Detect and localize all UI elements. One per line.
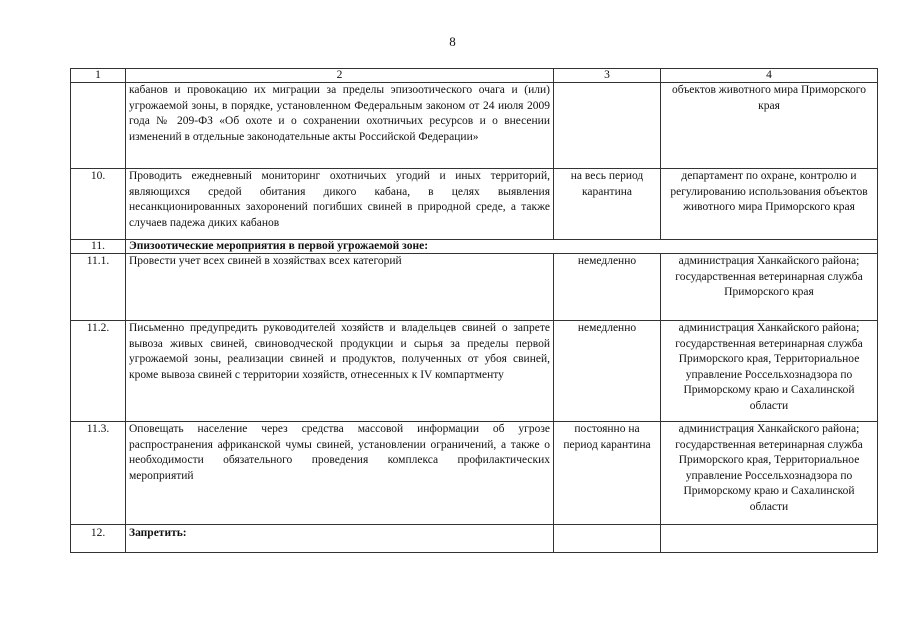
page-number: 8 [449,34,456,49]
row-number: 11.3. [71,422,126,525]
row-action: Запретить: [126,525,554,553]
row-responsible: департамент по охране, контролю и регулированию использования объектов животного мира Приморского края [661,169,878,240]
row-term: немедленно [554,254,661,321]
table-row [71,83,878,169]
row-number: 10. [71,169,126,240]
header-col-3: 3 [554,69,661,83]
row-responsible: администрация Ханкайского района; государственная ветеринарная служба Приморского края, Территориальное управление Россельхознадзора по Приморскому краю и Сахалинской области [661,422,878,525]
row-responsible: администрация Ханкайского района; государственная ветеринарная служба Приморского края [661,254,878,321]
section-title: Эпизоотические мероприятия в первой угрожаемой зоне: [126,240,878,254]
row-action: Письменно предупредить руководителей хозяйств и владельцев свиней о запрете вывоза живых свиней, свиноводческой продукции и сырья за пределы первой угрожаемой зоны, реализации свиней и продуктов, полученных от убоя свиней, кроме вывоза свиней с территории хозяйств, отнесенных к IV компартменту [126,321,554,422]
section-row [71,240,878,254]
row-term: немедленно [554,321,661,422]
row-action: кабанов и провокацию их миграции за пределы эпизоотического очага и (или) угрожаемой зоны, в порядке, установленном Федеральным законом от 24 июля 2009 года № 209-ФЗ «Об охоте и о сохранении охотничьих ресурсов и о внесении изменений в отдельные законодательные акты Российской Федерации» [126,83,554,169]
row-term: на весь период карантина [554,169,661,240]
row-number: 11.1. [71,254,126,321]
row-responsible [661,525,878,553]
row-responsible: администрация Ханкайского района; государственная ветеринарная служба Приморского края, Территориальное управление Россельхознадзора по Приморскому краю и Сахалинской области [661,321,878,422]
table-row [71,254,878,321]
row-action: Оповещать население через средства массовой информации об угрозе распространения африканской чумы свиней, установлении ограничений, а также о необходимости обязательного проведения комплекса профилактических мероприятий [126,422,554,525]
row-number [71,83,126,169]
row-term: постоянно на период карантина [554,422,661,525]
row-responsible: объектов животного мира Приморского края [661,83,878,169]
row-term [554,83,661,169]
table-row [71,169,878,240]
measures-table [70,68,878,553]
table-header-row [71,69,878,83]
header-col-2: 2 [126,69,554,83]
table-row [71,525,878,553]
row-action: Провести учет всех свиней в хозяйствах всех категорий [126,254,554,321]
table-row [71,422,878,525]
row-number: 12. [71,525,126,553]
row-number: 11.2. [71,321,126,422]
row-action: Проводить ежедневный мониторинг охотничьих угодий и иных территорий, являющихся средой обитания дикого кабана, в целях выявления несанкционированных захоронений погибших свиней в природной среде, а также случаев падежа диких кабанов [126,169,554,240]
header-col-1: 1 [71,69,126,83]
row-term [554,525,661,553]
header-col-4: 4 [661,69,878,83]
row-number: 11. [71,240,126,254]
table-row [71,321,878,422]
